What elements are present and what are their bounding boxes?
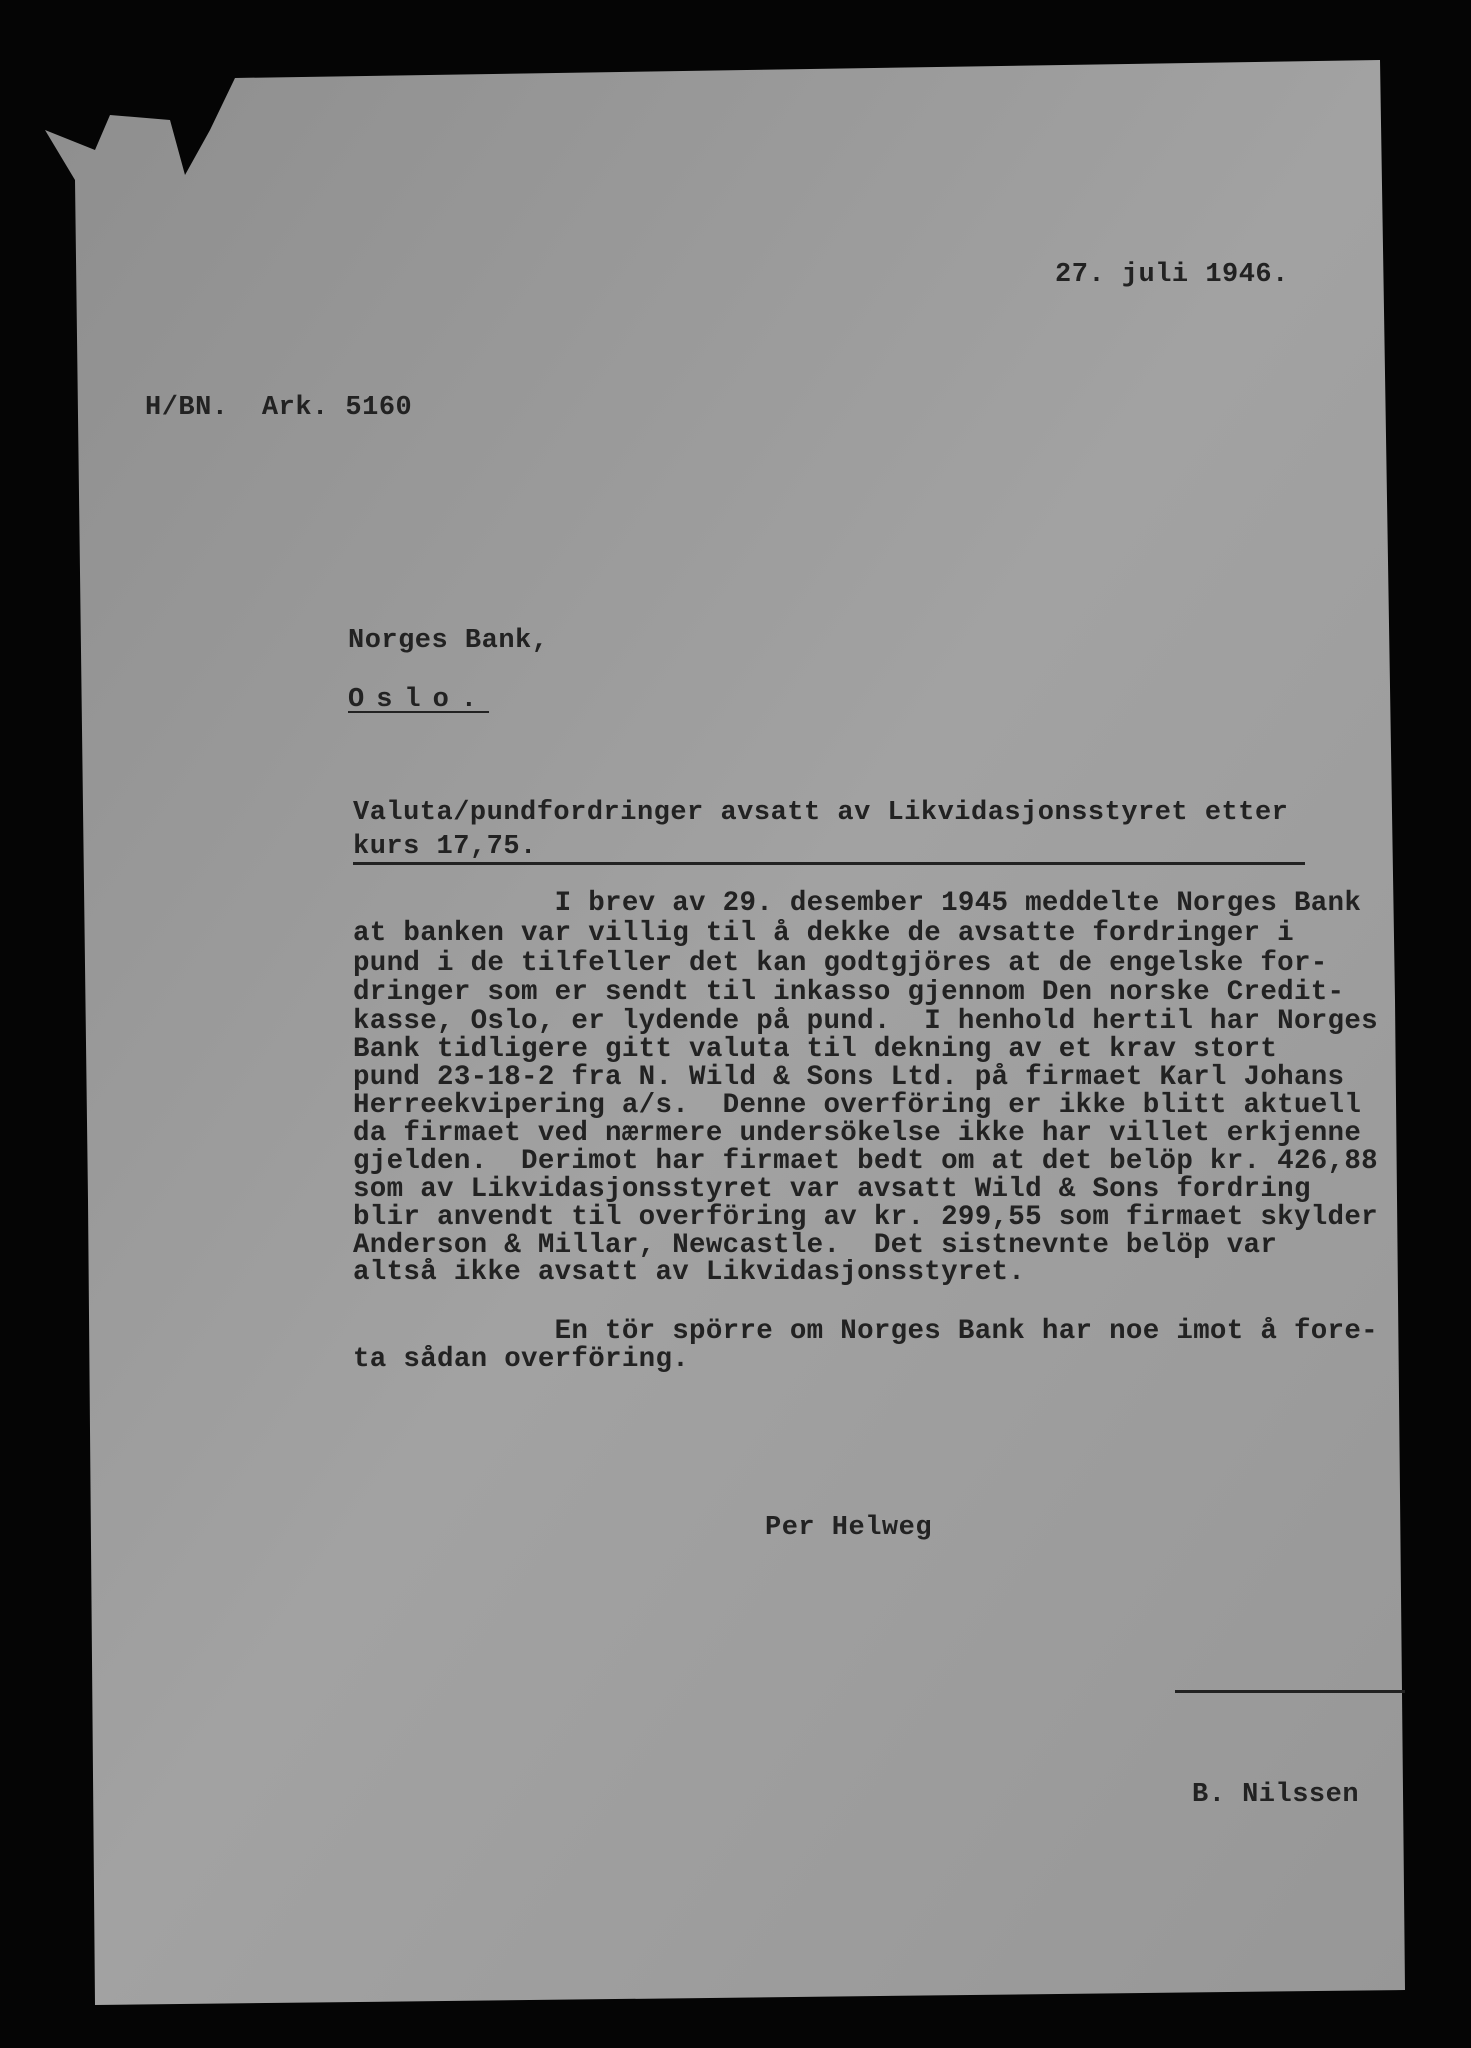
recipient-city: Oslo.	[348, 685, 490, 715]
letter-date: 27. juli 1946.	[1055, 260, 1289, 290]
body-line: pund i de tilfeller det kan godtgjöres at de engelske for-	[353, 948, 1328, 979]
subject-line-1: Valuta/pundfordringer avsatt av Likvidasjonsstyret etter	[353, 798, 1289, 828]
subject-underline	[353, 862, 1305, 865]
subject-line-2: kurs 17,75.	[353, 832, 537, 862]
body-line: dringer som er sendt til inkasso gjennom Den norske Credit-	[353, 977, 1345, 1008]
signature-b-nilssen: B. Nilssen	[1192, 1780, 1360, 1810]
reference-line: H/BN. Ark. 5160	[145, 393, 413, 423]
body-line: pund 23-18-2 fra N. Wild & Sons Ltd. på firmaet Karl Johans	[353, 1062, 1345, 1093]
recipient-name: Norges Bank,	[348, 626, 549, 656]
body-line: da firmaet ved nærmere undersökelse ikke har villet erkjenne	[353, 1118, 1362, 1149]
signature-rule	[1175, 1690, 1405, 1693]
body-line: En tör spörre om Norges Bank har noe imot å fore-	[353, 1316, 1378, 1347]
body-line: Anderson & Millar, Newcastle. Det sistnevnte belöp var	[353, 1230, 1278, 1261]
body-line: kasse, Oslo, er lydende på pund. I henhold hertil har Norges	[353, 1006, 1378, 1037]
body-line: Bank tidligere gitt valuta til dekning av et krav stort	[353, 1034, 1278, 1065]
body-line: altså ikke avsatt av Likvidasjonsstyret.	[353, 1257, 1026, 1288]
body-line: blir anvendt til overföring av kr. 299,55 som firmaet skylder	[353, 1202, 1378, 1233]
body-line: at banken var villig til å dekke de avsatte fordringer i	[353, 918, 1294, 949]
body-line: Herreekvipering a/s. Denne overföring er ikke blitt aktuell	[353, 1090, 1362, 1121]
signature-per-helweg: Per Helweg	[765, 1513, 933, 1543]
body-line: som av Likvidasjonsstyret var avsatt Wild & Sons fordring	[353, 1174, 1311, 1205]
body-line: I brev av 29. desember 1945 meddelte Norges Bank	[353, 888, 1362, 919]
body-line: ta sådan overföring.	[353, 1344, 690, 1375]
body-line: gjelden. Derimot har firmaet bedt om at det belöp kr. 426,88	[353, 1146, 1378, 1177]
